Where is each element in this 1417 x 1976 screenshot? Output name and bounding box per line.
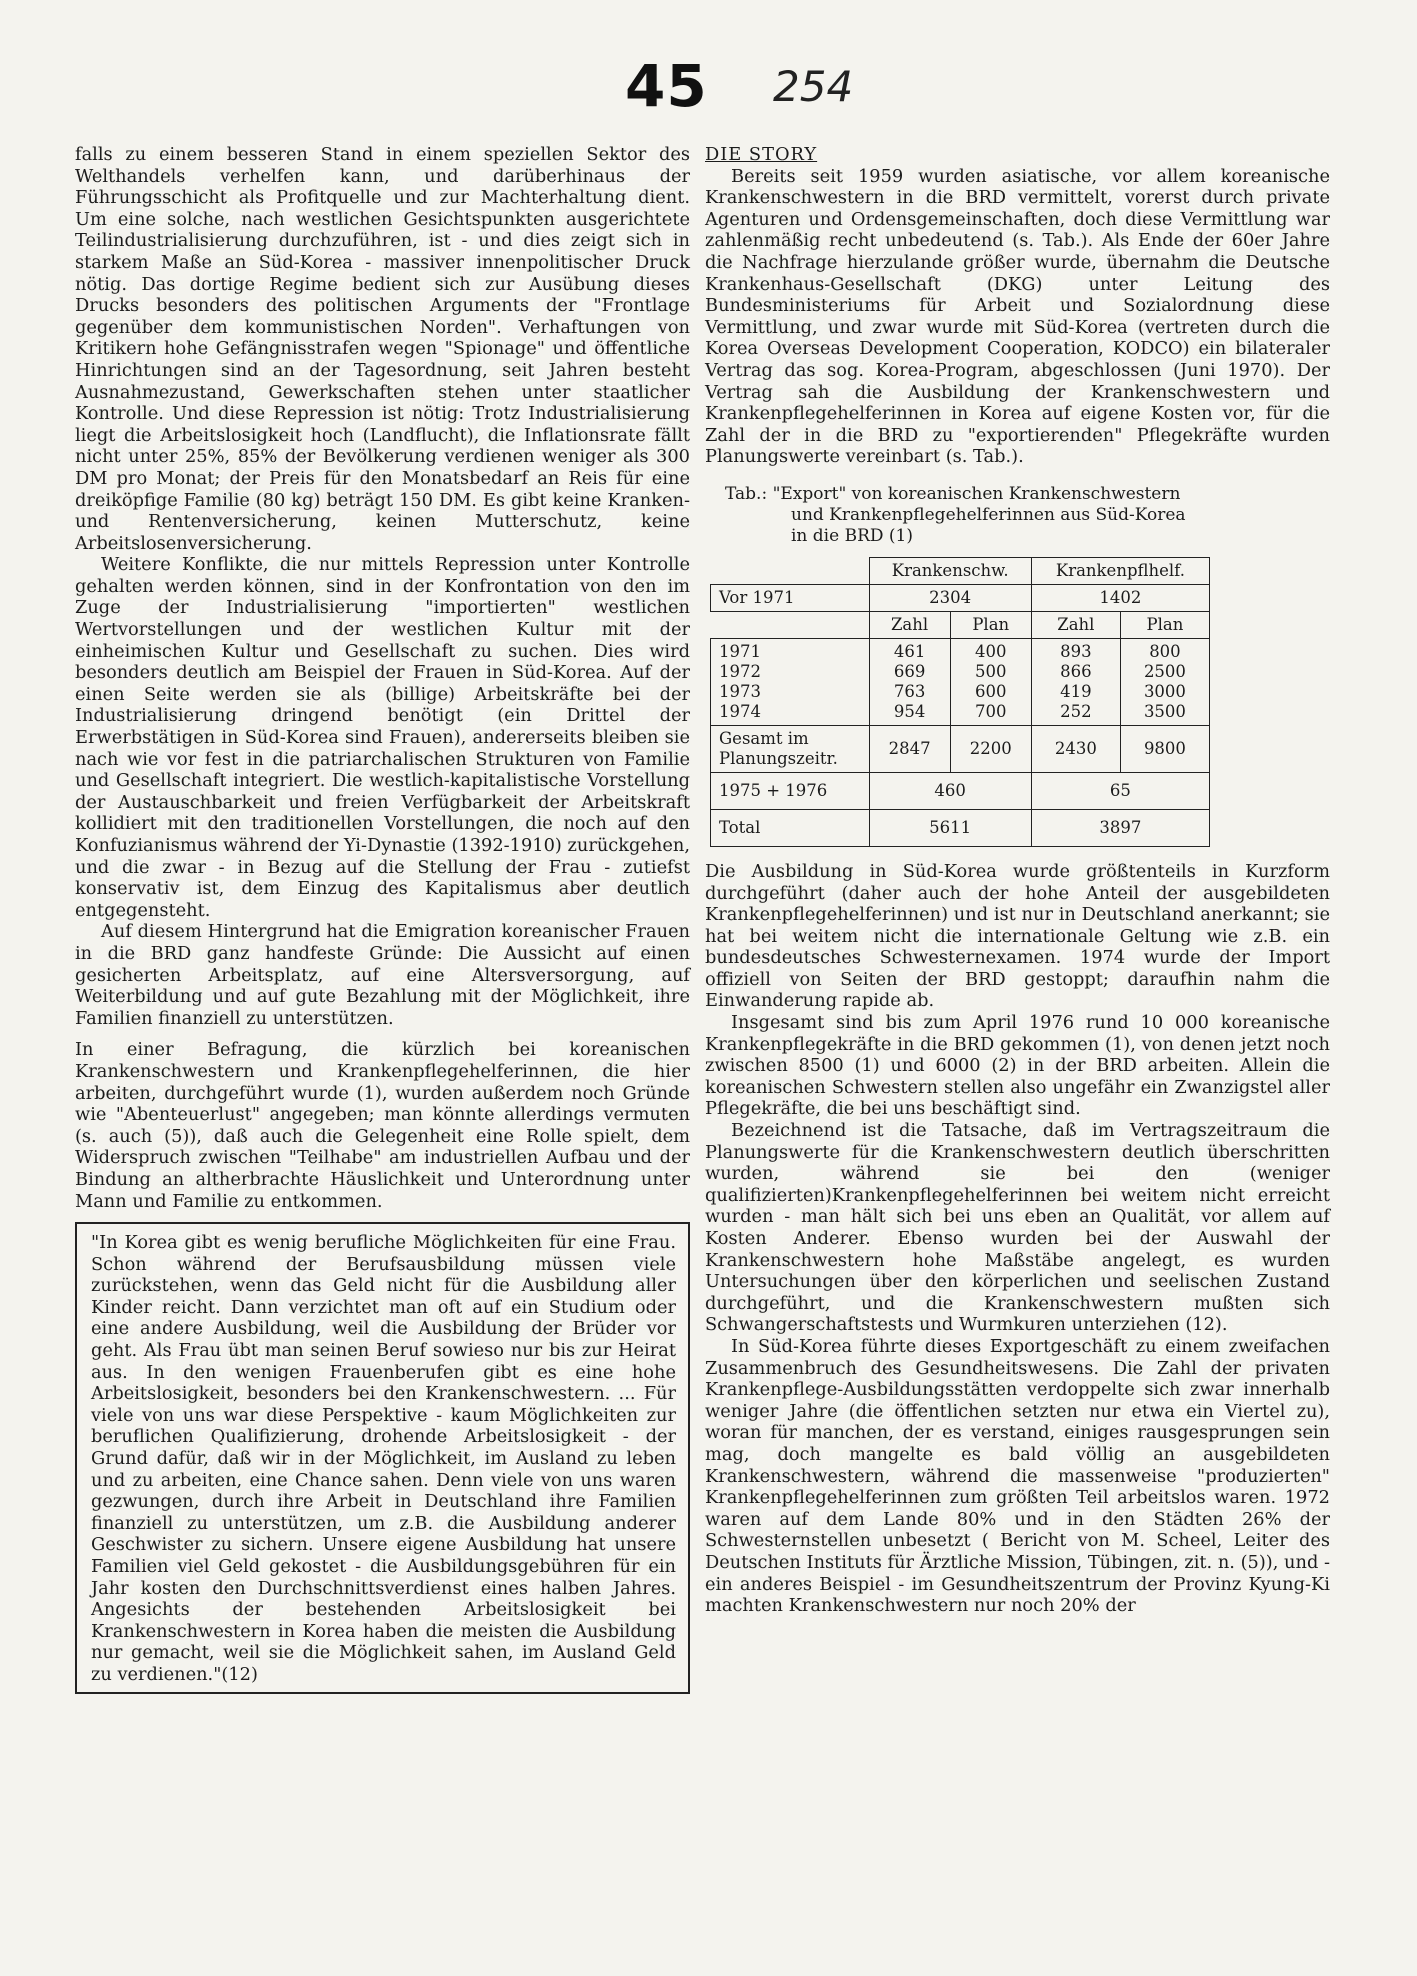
body-paragraph: Insgesamt sind bis zum April 1976 rund 10 000 koreanische Krankenpflegekräfte in die BRD gekommen (1), von denen jetzt noch zwischen 8500 (1) und 6000 (2) in der BRD arbeiten. Allein die koreanischen Schwestern stellen also ungefähr ein Zwanzigstel aller Pflegekräfte, die bei uns beschäftigt sind. <box>705 1012 1330 1120</box>
value: 500 <box>974 661 1007 681</box>
label-line: Gesamt im <box>719 728 809 748</box>
body-paragraph: Die Ausbildung in Süd-Korea wurde größtenteils in Kurzform durchgeführt (daher auch der hohe Anteil der ausgebildeten Krankenpflegehelferinnen) und ist nur in Deutschland anerkannt; sie hat bei weitem nicht die internationale Geltung wie z.B. ein bundesdeutsches Schwesternexamen. 1974 wurde der Import offiziell von Seiten der BRD gestoppt; daraufhin nahm die Einwanderung rapide ab. <box>705 860 1330 1012</box>
value: 700 <box>974 701 1007 721</box>
value: 3500 <box>1143 701 1186 721</box>
body-paragraph: Weitere Konflikte, die nur mittels Repression unter Kontrolle gehalten werden können, sind in der Konfrontation von den im Zuge der Industrialisierung "importierten" westlichen Wertvorstellungen und der westlichen Kultur mit der einheimischen Kultur und Gesellschaft zu suchen. Dies wird besonders deutlich am Beispiel der Frauen in Süd-Korea. Auf der einen Seite werden sie als (billige) Arbeitskräfte bei der Industrialisierung dringend benötigt (ein Drittel der Erwerbstätigen in Süd-Korea sind Frauen), andererseits bleiben sie nach wie vor fest in die patriarchalischen Strukturen von Familie und Gesellschaft integriert. Die westlich-kapitalistische Vorstellung der Austauschbarkeit und freien Verfügbarkeit der Arbeitskraft kollidiert mit den traditionellen Vorstellungen, die noch auf den Konfuzianismus während der Yi-Dynastie (1392-1910) zurückgehen, und die zwar - in Bezug auf die Stellung der Frau - zutiefst konservativ ist, dem Einzug des Kapitalismus aber deutlich entgegensteht. <box>75 554 690 921</box>
table-cell <box>869 638 950 725</box>
table-cell: 2430 <box>1031 725 1120 772</box>
year-label: 1973 <box>719 681 761 701</box>
table-corner <box>711 557 870 584</box>
year-label: 1974 <box>719 701 761 721</box>
body-paragraph: In Süd-Korea führte dieses Exportgeschäft zu einem zweifachen Zusammenbruch des Gesundheitswesens. Die Zahl der privaten Krankenpflege-Ausbildungsstätten verdoppelte sich zwar innerhalb weniger Jahre (die öffentlichen setzten nur etwa ein Viertel zu), woran für manchen, der es verstand, einiges rausgesprungen sein mag, doch mangelte es bald völlig an ausgebildeten Krankenschwestern, während die massenweise "produzierten" Krankenpflegehelferinnen zum größten Teil arbeitslos waren. 1972 waren auf dem Lande 80% und in den Städten 26% der Schwesternstellen unbesetzt ( Bericht von M. Scheel, Leiter des Deutschen Instituts für Ärztliche Mission, Tübingen, zit. n. (5)), und - ein anderes Beispiel - im Gesundheitszentrum der Provinz Kyung-Ki machten Krankenschwestern nur noch 20% der <box>705 1335 1330 1617</box>
table-cell: 2304 <box>869 584 1031 611</box>
row-label: 1975 + 1976 <box>711 772 870 809</box>
value: 954 <box>893 701 926 721</box>
body-paragraph: In einer Befragung, die kürzlich bei koreanischen Krankenschwestern und Krankenpflegehelferinnen, die hier arbeiten, durchgeführt wurde (1), wurden außerdem noch Gründe wie "Abenteuerlust" angegeben; man könnte allerdings vermuten (s. auch (5)), daß auch die Gelegenheit eine Rolle spielt, dem Widerspruch zwischen "Teilhabe" am industriellen Aufbau und der Bindung an altherbrachte Häuslichkeit und Unterordnung unter Mann und Familie zu entkommen. <box>75 1039 690 1212</box>
column-group-header: Krankenpflhelf. <box>1031 557 1209 584</box>
value: 600 <box>974 681 1007 701</box>
value: 419 <box>1060 681 1092 701</box>
table-cell: 2200 <box>950 725 1031 772</box>
table-cell <box>1120 638 1209 725</box>
value: 461 <box>893 641 926 661</box>
row-label: Total <box>711 809 870 846</box>
sub-header: Plan <box>950 611 1031 638</box>
table-spacer <box>711 611 870 638</box>
right-column <box>705 144 1330 1617</box>
value: 669 <box>893 661 926 681</box>
body-paragraph: Auf diesem Hintergrund hat die Emigration koreanischer Frauen in die BRD ganz handfeste Gründe: Die Aussicht auf einen gesicherten Arbeitsplatz, auf eine Altersversorgung, auf Weiterbildung und auf gute Bezahlung mit der Möglichkeit, ihre Familien finanziell zu unterstützen. <box>75 921 690 1029</box>
row-label <box>711 725 870 772</box>
value: 800 <box>1149 641 1181 661</box>
caption-line: und Krankenpflegehelferinnen aus Süd-Korea <box>791 504 1186 525</box>
label-line: Planungszeitr. <box>719 748 838 768</box>
page-number: 45 <box>625 52 708 120</box>
caption-line: Tab.: "Export" von koreanischen Krankenschwestern <box>725 483 1181 504</box>
caption-line: in die BRD (1) <box>791 525 913 546</box>
handwritten-page-number: 254 <box>773 62 854 111</box>
column-group-header: Krankenschw. <box>869 557 1031 584</box>
table-cell: 1402 <box>1031 584 1209 611</box>
table-cell: 460 <box>869 772 1031 809</box>
value: 2500 <box>1143 661 1186 681</box>
table-cell: 2847 <box>869 725 950 772</box>
row-label <box>711 638 870 725</box>
year-label: 1972 <box>719 661 761 681</box>
table-cell: 5611 <box>869 809 1031 846</box>
year-label: 1971 <box>719 641 761 661</box>
table-cell: 9800 <box>1120 725 1209 772</box>
sub-header: Zahl <box>869 611 950 638</box>
table-cell: 65 <box>1031 772 1209 809</box>
export-table <box>710 557 1210 847</box>
table-cell: 3897 <box>1031 809 1209 846</box>
quote-text: "In Korea gibt es wenig berufliche Möglichkeiten für eine Frau. Schon während der Berufsausbildung müssen viele zurückstehen, wenn das Geld nicht für die Ausbildung aller Kinder reicht. Dann verzichtet man oft auf ein Studium oder eine andere Ausbildung, weil die Ausbildung der Brüder vor geht. Als Frau übt man seinen Beruf sowieso nur bis zur Heirat aus. In den wenigen Frauenberufen gibt es eine hohe Arbeitslosigkeit, besonders bei den Krankenschwestern. ... Für viele von uns war diese Perspektive - kaum Möglichkeiten zur beruflichen Qualifizierung, drohende Arbeitslosigkeit - der Grund dafür, daß wir in der Möglichkeit, im Ausland zu leben und zu arbeiten, eine Chance sahen. Denn viele von uns waren gezwungen, durch ihre Arbeit in Deutschland ihre Familien finanziell zu unterstützen, um z.B. die Ausbildung anderer Geschwister zu sichern. Unsere eigene Ausbildung hat unsere Familien viel Geld gekostet - die Ausbildungsgebühren für ein Jahr kosten den Durchschnittsverdienst eines halben Jahres. Angesichts der bestehenden Arbeitslosigkeit bei Krankenschwestern in Korea haben die meisten die Ausbildung nur gemacht, weil sie die Möglichkeit sahen, im Ausland Geld zu verdienen."(12) <box>91 1232 676 1685</box>
value: 400 <box>974 641 1007 661</box>
value: 763 <box>893 681 926 701</box>
sub-header: Zahl <box>1031 611 1120 638</box>
body-paragraph: Bereits seit 1959 wurden asiatische, vor allem koreanische Krankenschwestern in die BRD vermittelt, vorerst durch private Agenturen und Ordensgemeinschaften, doch diese Vermittlung war zahlenmäßig recht unbedeutend (s. Tab.). Als Ende der 60er Jahre die Nachfrage hierzulande größer wurde, übernahm die Deutsche Krankenhaus-Gesellschaft (DKG) unter Leitung des Bundesministeriums für Arbeit und Sozialordnung diese Vermittlung, und zwar wurde mit Süd-Korea (vertreten durch die Korea Overseas Development Cooperation, KODCO) ein bilateraler Vertrag das sog. Korea-Program, abgeschlossen (Juni 1970). Der Vertrag sah die Ausbildung der Krankenschwestern und Krankenpflegehelferinnen in Korea auf eigene Kosten vor, für die Zahl der in die BRD zu "exportierenden" Pflegekräfte wurden Planungswerte vereinbart (s. Tab.). <box>705 165 1330 468</box>
row-label: Vor 1971 <box>711 584 870 611</box>
body-paragraph: Bezeichnend ist die Tatsache, daß im Vertragszeitraum die Planungswerte für die Krankenschwestern deutlich überschritten wurden, während sie bei den (weniger qualifizierten)Krankenpflegehelferinnen bei weitem nicht erreicht wurden - man hält sich bei uns eben an Qualität, vor allem auf Kosten Anderer. Ebenso wurden bei der Auswahl der Krankenschwestern hohe Maßstäbe angelegt, es wurden Untersuchungen über den körperlichen und seelischen Zustand durchgeführt, und die Krankenschwestern mußten sich Schwangerschaftstests und Wurmkuren unterziehen (12). <box>705 1120 1330 1336</box>
value: 252 <box>1060 701 1092 721</box>
body-paragraph: falls zu einem besseren Stand in einem speziellen Sektor des Welthandels verhelfen kann, und darüberhinaus der Führungsschicht als Profitquelle und zur Machterhaltung dient. Um eine solche, nach westlichen Gesichtspunkten ausgerichtete Teilindustrialisierung durchzuführen, ist - und dies zeigt sich in starkem Maße an Süd-Korea - massiver innenpolitischer Druck nötig. Das dortige Regime bedient sich zur Ausübung dieses Drucks besonders des politischen Arguments der "Frontlage gegenüber dem kommunistischen Norden". Verhaftungen von Kritikern hohe Gefängnisstrafen wegen "Spionage" und öffentliche Hinrichtungen sind an der Tagesordnung, seit Jahren besteht Ausnahmezustand, Gewerkschaften stehen unter staatlicher Kontrolle. Und diese Repression ist nötig: Trotz Industrialisierung liegt die Arbeitslosigkeit hoch (Landflucht), die Inflationsrate fällt nicht unter 25%, 85% der Bevölkerung verdienen weniger als 300 DM pro Monat; der Preis für den Monatsbedarf an Reis für eine dreiköpfige Familie (80 kg) beträgt 150 DM. Es gibt keine Kranken- und Rentenversicherung, keinen Mutterschutz, keine Arbeitslosenversicherung. <box>75 144 690 554</box>
value: 893 <box>1060 641 1092 661</box>
table-cell <box>950 638 1031 725</box>
interview-quote-box <box>75 1222 690 1693</box>
section-heading: DIE STORY <box>705 144 818 165</box>
value: 866 <box>1060 661 1092 681</box>
value: 3000 <box>1143 681 1186 701</box>
sub-header: Plan <box>1120 611 1209 638</box>
left-column <box>75 144 690 1694</box>
table-caption <box>725 484 1330 547</box>
table-cell <box>1031 638 1120 725</box>
